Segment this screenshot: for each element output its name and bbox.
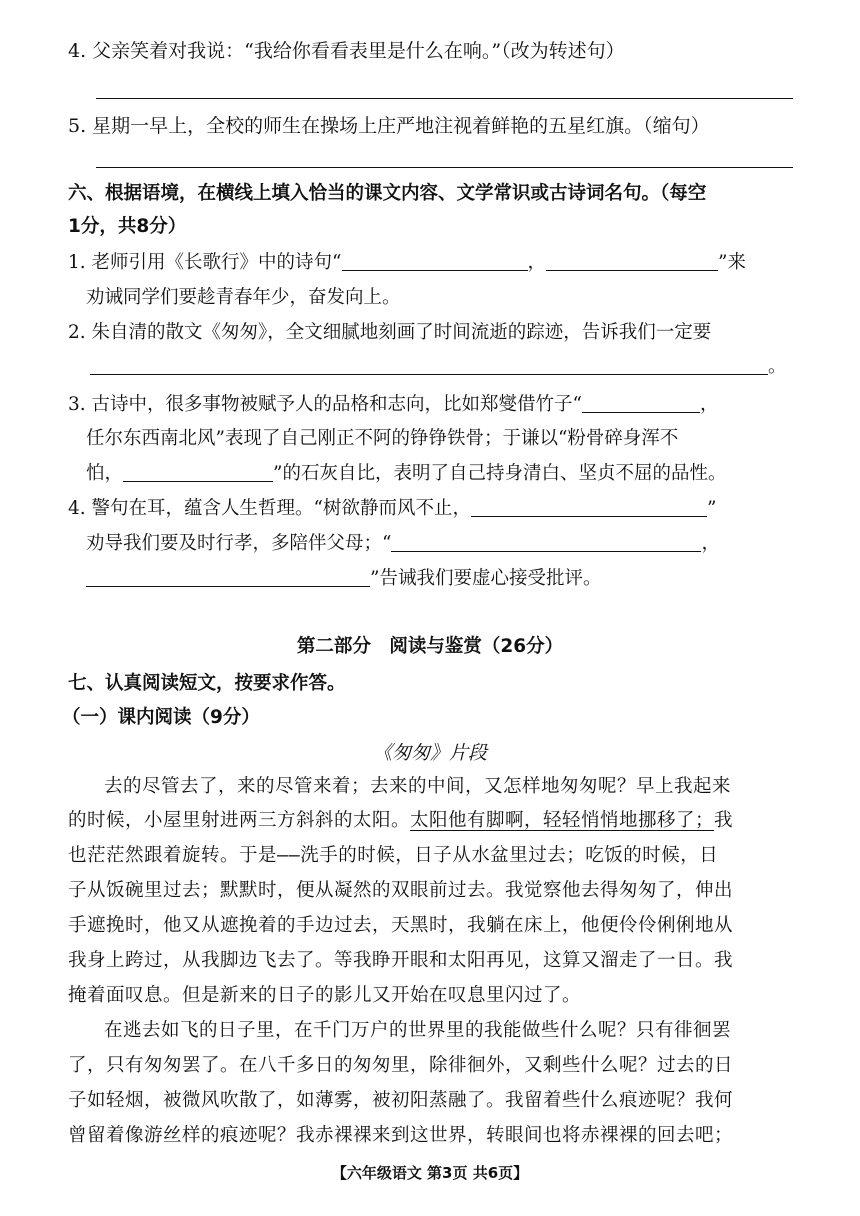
blank-4-3[interactable] [86, 566, 370, 587]
section-6-title-line1: 六、根据语境，在横线上填入恰当的课文内容、文学常识或古诗词名句。（每空 [68, 183, 707, 204]
passage-line: 我身上跨过，从我脚边飞去了。等我睁开眼和太阳再见，这算又溜走了一日。我 [68, 950, 734, 971]
item-3-text-d: ”的石灰自比，表明了自己持身清白、坚贞不屈的品性。 [273, 463, 727, 484]
underlined-sentence: 太阳他有脚啊，轻轻悄悄地挪移了； [410, 810, 715, 831]
item-2-blank-line [90, 354, 787, 380]
item-3-text-a: 3. 古诗中，很多事物被赋予人的品格和志向，比如郑燮借竹子“ [68, 394, 582, 415]
passage-line: 也茫茫然跟着旋转。于是——洗手的时候，日子从水盆里过去；吃饭的时候，日 [68, 845, 719, 866]
item-1-text-b: ， [527, 252, 547, 273]
item-4-text-c: 劝导我们要及时行孝，多陪伴父母；“ [86, 533, 392, 554]
section-7-title: 七、认真阅读短文，按要求作答。 [68, 673, 346, 694]
section-6-item-1 [68, 250, 746, 276]
part-2-title: 第二部分 阅读与鉴赏（26分） [296, 636, 564, 657]
passage-line: 子从饭碗里过去；默默时，便从凝然的双眼前过去。我觉察他去得匆匆了，伸出 [68, 880, 734, 901]
section-6-item-4 [68, 496, 716, 522]
passage-line: 掩着面叹息。但是新来的日子的影儿又开始在叹息里闪过了。 [68, 985, 582, 1006]
blank-1-2[interactable] [546, 250, 718, 271]
item-4-text-a: 4. 警句在耳，蕴含人生哲理。“树欲静而风不止， [68, 498, 471, 519]
item-3-text-b: ， [700, 394, 719, 415]
blank-4-1[interactable] [471, 496, 707, 517]
passage-line: 了，只有匆匆罢了。在八千多日的匆匆里，除徘徊外，又剩些什么呢？过去的日 [68, 1055, 734, 1076]
item-4-text-e: ”告诫我们要虚心接受批评。 [370, 568, 602, 589]
item-1-text-a: 1. 老师引用《长歌行》中的诗句“ [68, 252, 342, 273]
item-3-line2: 任尔东西南北风”表现了自己刚正不阿的铮铮铁骨；于谦以“粉骨碎身浑不 [86, 428, 679, 449]
item-4-line3 [86, 566, 601, 592]
item-4-text-d: ， [701, 533, 720, 554]
answer-line-q5[interactable] [96, 167, 793, 168]
section-6-title-line2: 1分，共8分） [68, 216, 187, 237]
item-4-line2 [86, 531, 720, 557]
question-5: 5. 星期一早上，全校的师生在操场上庄严地注视着鲜艳的五星红旗。（缩句） [68, 115, 710, 137]
item-3-line3 [86, 461, 726, 487]
passage-text: 我 [714, 810, 734, 831]
passage-title: 《匆匆》片段 [372, 742, 487, 764]
item-3-text-c: 怕， [86, 463, 124, 484]
question-4: 4. 父亲笑着对我说：“我给你看看表里是什么在响。”（改为转述句） [68, 40, 625, 62]
item-1-line2: 劝诫同学们要趁青春年少，奋发向上。 [86, 287, 401, 308]
passage-line: 子如轻烟，被微风吹散了，如薄雾，被初阳蒸融了。我留着些什么痕迹呢？我何 [68, 1090, 734, 1111]
section-7-subtitle: （一）课内阅读（9分） [62, 707, 260, 728]
blank-3-2[interactable] [123, 461, 273, 482]
section-6-item-2: 2. 朱自清的散文《匆匆》，全文细腻地刻画了时间流逝的踪迹，告诉我们一定要 [68, 322, 712, 343]
passage-text: 的时候，小屋里射进两三方斜斜的太阳。 [68, 810, 411, 831]
blank-4-2[interactable] [391, 531, 701, 552]
item-2-end: 。 [768, 356, 787, 377]
answer-line-q4[interactable] [96, 98, 793, 99]
passage-line: 在逃去如飞的日子里，在千门万户的世界里的我能做些什么呢？只有徘徊罢 [104, 1020, 732, 1041]
blank-3-1[interactable] [582, 392, 700, 413]
blank-1-1[interactable] [342, 250, 528, 271]
passage-line: 手遮挽时，他又从遮挽着的手边过去，天黑时，我躺在床上，他便伶伶俐俐地从 [68, 915, 734, 936]
passage-line: 去的尽管去了，来的尽管来着；去来的中间，又怎样地匆匆呢？早上我起来 [104, 776, 732, 797]
item-4-text-b: ” [707, 498, 717, 519]
page-footer: 【六年级语文 第3页 共6页】 [331, 1164, 529, 1182]
blank-2-1[interactable] [90, 354, 768, 375]
passage-line: 曾留着像游丝样的痕迹呢？我赤裸裸来到这世界，转眼间也将赤裸裸的回去吧； [68, 1125, 734, 1146]
item-1-text-c: ”来 [718, 252, 746, 273]
passage-line [68, 808, 733, 834]
section-6-item-3 [68, 392, 719, 418]
